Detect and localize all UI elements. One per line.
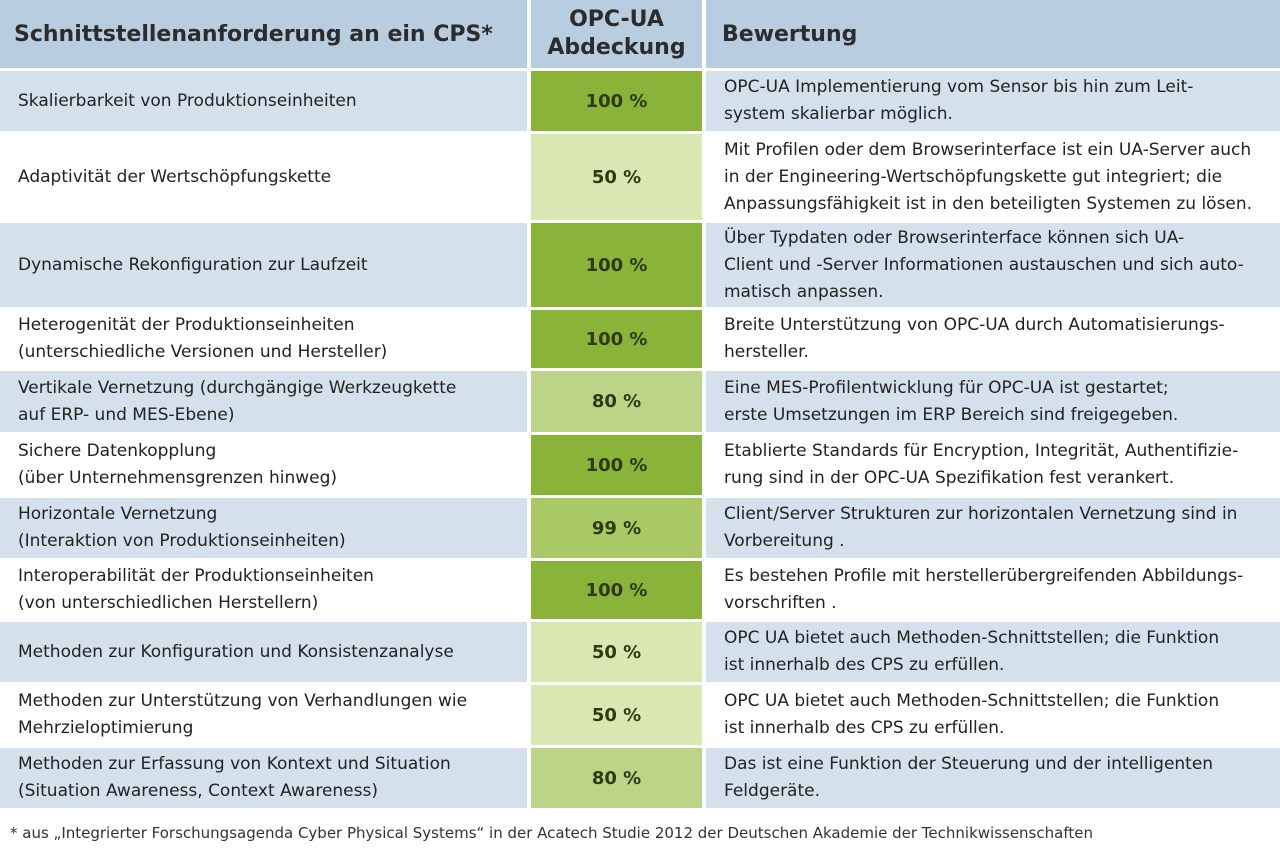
requirement-cell	[0, 310, 527, 368]
evaluation-text: hersteller.	[724, 342, 809, 362]
evaluation-text: Feldgeräte.	[724, 781, 821, 801]
evaluation-text: OPC UA bietet auch Methoden-Schnittstellen; die Funktion	[724, 628, 1220, 648]
evaluation-text: ist innerhalb des CPS zu erfüllen.	[724, 718, 1005, 738]
coverage-value: 80 %	[591, 391, 642, 412]
requirement-text: Sichere Datenkopplung	[18, 441, 217, 461]
requirement-cell	[0, 371, 527, 432]
evaluation-text: rung sind in der OPC-UA Spezifikation fest verankert.	[724, 468, 1175, 488]
requirement-text: (Interaktion von Produktionseinheiten)	[18, 531, 346, 551]
evaluation-cell	[706, 561, 1280, 619]
header-requirement: Schnittstellenanforderung an ein CPS*	[0, 0, 527, 68]
requirement-cell	[0, 561, 527, 619]
requirement-text: (von unterschiedlichen Herstellern)	[18, 593, 319, 613]
requirement-text: Methoden zur Unterstützung von Verhandlungen wie	[18, 691, 468, 711]
evaluation-text: Vorbereitung .	[724, 531, 845, 551]
header-evaluation: Bewertung	[706, 0, 1280, 68]
coverage-cell	[531, 71, 702, 131]
coverage-value: 100 %	[585, 254, 648, 276]
requirement-cell	[0, 71, 527, 131]
coverage-value: 100 %	[585, 90, 648, 112]
coverage-value: 80 %	[591, 767, 642, 789]
evaluation-cell	[706, 223, 1280, 307]
requirement-cell	[0, 498, 527, 558]
coverage-value: 100 %	[585, 454, 648, 476]
evaluation-text: Es bestehen Profile mit herstellerübergreifenden Abbildungs-	[724, 566, 1244, 586]
coverage-value: 50 %	[591, 166, 642, 188]
coverage-value: 50 %	[591, 641, 642, 663]
evaluation-cell	[706, 310, 1280, 368]
evaluation-text: matisch anpassen.	[724, 281, 884, 302]
evaluation-text: erste Umsetzungen im ERP Bereich sind freigegeben.	[724, 404, 1179, 425]
coverage-cell	[531, 498, 702, 558]
requirement-text: auf ERP- und MES-Ebene)	[18, 404, 235, 425]
evaluation-cell	[706, 622, 1280, 682]
evaluation-text: Das ist eine Funktion der Steuerung und der intelligenten	[724, 754, 1214, 774]
evaluation-cell	[706, 748, 1280, 808]
coverage-value: 99 %	[591, 517, 642, 539]
evaluation-cell	[706, 71, 1280, 131]
requirement-cell	[0, 435, 527, 495]
evaluation-text: ist innerhalb des CPS zu erfüllen.	[724, 655, 1005, 675]
evaluation-text: Eine MES-Profilentwicklung für OPC-UA ist gestartet;	[724, 377, 1169, 398]
evaluation-text: Mit Profilen oder dem Browserinterface ist ein UA-Server auch	[724, 139, 1252, 160]
coverage-cell	[531, 685, 702, 745]
evaluation-text: Über Typdaten oder Browserinterface können sich UA-	[724, 227, 1185, 248]
evaluation-text: OPC UA bietet auch Methoden-Schnittstellen; die Funktion	[724, 691, 1220, 711]
evaluation-cell	[706, 685, 1280, 745]
requirement-cell	[0, 134, 527, 220]
header-coverage-line1: OPC-UA	[569, 7, 664, 32]
requirement-text: Methoden zur Konfiguration und Konsistenzanalyse	[18, 641, 454, 662]
requirement-text: Mehrzieloptimierung	[18, 718, 194, 738]
coverage-cell	[531, 435, 702, 495]
header-coverage-line2: Abdeckung	[547, 35, 686, 60]
evaluation-cell	[706, 435, 1280, 495]
evaluation-text: Etablierte Standards für Encryption, Integrität, Authentifizie-	[724, 441, 1239, 461]
coverage-cell	[531, 561, 702, 619]
header-coverage	[531, 0, 702, 68]
requirement-cell	[0, 685, 527, 745]
footnote: * aus „Integrierter Forschungsagenda Cyber Physical Systems“ in der Acatech Studie 2012 der Deutschen Akademie der Technikwissenschaften	[10, 824, 1093, 842]
requirement-cell	[0, 748, 527, 808]
requirement-text: Heterogenität der Produktionseinheiten	[18, 315, 355, 335]
evaluation-text: Anpassungsfähigkeit ist in den beteiligten Systemen zu lösen.	[724, 193, 1253, 214]
coverage-value: 100 %	[585, 328, 648, 350]
evaluation-text: vorschriften .	[724, 593, 837, 613]
evaluation-cell	[706, 371, 1280, 432]
coverage-value: 50 %	[591, 704, 642, 726]
evaluation-text: Breite Unterstützung von OPC-UA durch Automatisierungs-	[724, 315, 1225, 335]
coverage-cell	[531, 223, 702, 307]
evaluation-cell	[706, 498, 1280, 558]
requirement-text: Horizontale Vernetzung	[18, 504, 218, 524]
evaluation-text: Client und -Server Informationen austauschen und sich auto-	[724, 254, 1244, 275]
evaluation-text: Client/Server Strukturen zur horizontalen Vernetzung sind in	[724, 504, 1238, 524]
coverage-cell	[531, 134, 702, 220]
evaluation-cell	[706, 134, 1280, 220]
coverage-cell	[531, 622, 702, 682]
coverage-cell	[531, 371, 702, 432]
requirement-text: Interoperabilität der Produktionseinheiten	[18, 566, 374, 586]
requirement-text: Dynamische Rekonfiguration zur Laufzeit	[18, 254, 368, 275]
requirement-cell	[0, 622, 527, 682]
requirement-text: Skalierbarkeit von Produktionseinheiten	[18, 90, 357, 111]
requirement-text: Vertikale Vernetzung (durchgängige Werkzeugkette	[18, 377, 457, 398]
requirement-text: Methoden zur Erfassung von Kontext und Situation	[18, 754, 451, 774]
requirement-text: Adaptivität der Wertschöpfungskette	[18, 166, 332, 187]
coverage-cell	[531, 748, 702, 808]
evaluation-text: system skalierbar möglich.	[724, 104, 953, 124]
requirement-text: (unterschiedliche Versionen und Hersteller)	[18, 342, 388, 362]
evaluation-text: OPC-UA Implementierung vom Sensor bis hin zum Leit-	[724, 77, 1194, 97]
evaluation-text: in der Engineering-Wertschöpfungskette gut integriert; die	[724, 166, 1223, 187]
requirement-text: (Situation Awareness, Context Awareness)	[18, 781, 378, 801]
requirement-text: (über Unternehmensgrenzen hinweg)	[18, 468, 337, 488]
coverage-cell	[531, 310, 702, 368]
coverage-value: 100 %	[585, 579, 648, 601]
requirement-cell	[0, 223, 527, 307]
